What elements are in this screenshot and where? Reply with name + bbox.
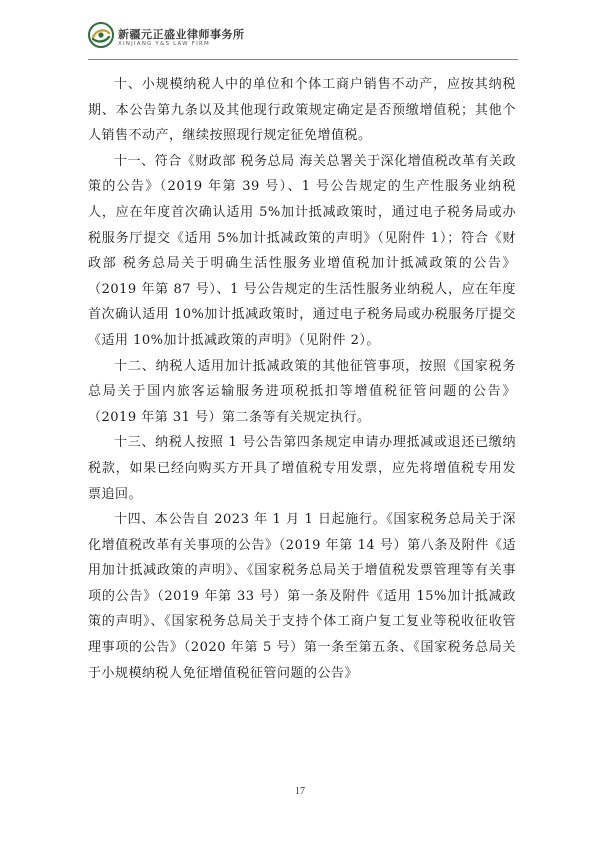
document-body bbox=[88, 72, 516, 686]
page-number: 17 bbox=[295, 786, 305, 797]
paragraph-10: 十、小规模纳税人中的单位和个体工商户销售不动产，应按其纳税期、本公告第九条以及其他现行政策规定确定是否预缴增值税；其他个人销售不动产，继续按照现行规定征免增值税。 bbox=[88, 77, 516, 144]
paragraph-11: 十一、符合《财政部 税务总局 海关总署关于深化增值税改革有关政策的公告》（2019 年第 39 号）、1 号公告规定的生产性服务业纳税人，应在年度首次确认适用 5%加计抵减政策时，通过电子税务局或办税服务厅提交《适用 5%加计抵减政策的声明》（见附件 1）；符合《财政部 税务总局关于明确生活性服务业增值税加计抵减政策的公告》（2019 年第 87 号）、1 号公告规定的生活性服务业纳税人，应在年度首次确认适用 10%加计抵减政策时，通过电子税务局或办税服务厅提交《适用 10%加计抵减政策的声明》（见附件 2）。 bbox=[88, 153, 516, 348]
firm-name-cn: 新疆元正盛业律师事务所 bbox=[118, 28, 245, 41]
header-divider bbox=[88, 59, 518, 60]
page-header bbox=[88, 14, 518, 62]
paragraph-13: 十三、纳税人按照 1 号公告第四条规定申请办理抵减或退还已缴纳税款，如果已经向购买方开具了增值税专用发票，应先将增值税专用发票追回。 bbox=[88, 435, 516, 502]
firm-logo-icon bbox=[88, 22, 114, 48]
paragraph-12: 十二、纳税人适用加计抵减政策的其他征管事项，按照《国家税务总局关于国内旅客运输服务进项税抵扣等增值税征管问题的公告》（2019 年第 31 号）第二条等有关规定执行。 bbox=[88, 358, 516, 425]
firm-name-en: XINJIANG Y&S LAW FIRM bbox=[118, 41, 210, 47]
paragraph-14: 十四、本公告自 2023 年 1 月 1 日起施行。《国家税务总局关于深化增值税改革有关事项的公告》（2019 年第 14 号）第八条及附件《适用加计抵减政策的声明》、《国家税务总局关于增值税发票管理等有关事项的公告》（2019 年第 33 号）第一条及附件《适用 15%加计抵减政策的声明》、《国家税务总局关于支持个体工商户复工复业等税收征收管理事项的公告》（2020 年第 5 号）第一条至第五条、《国家税务总局关于小规模纳税人免征增值税征管问题的公告》 bbox=[88, 512, 516, 681]
